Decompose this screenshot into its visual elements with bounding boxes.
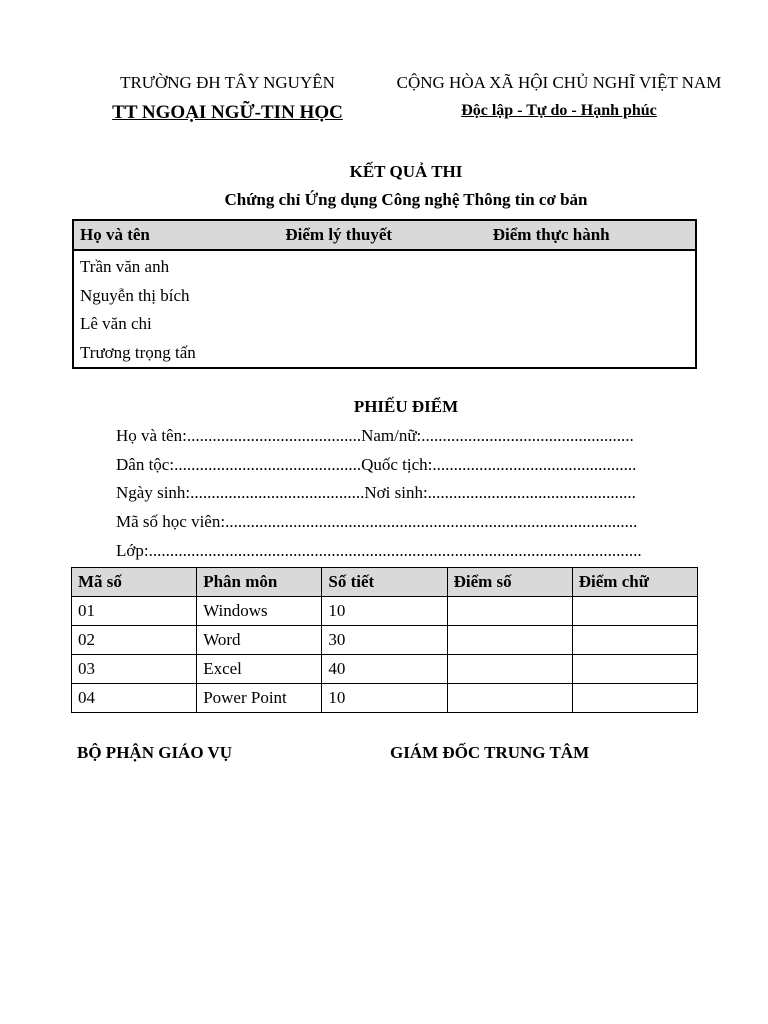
cell-subject: Word (197, 626, 322, 655)
cell-periods: 10 (322, 684, 447, 713)
cell-score-words (572, 655, 697, 684)
column-header-practice: Điểm thực hành (487, 220, 696, 250)
table-row (73, 339, 696, 369)
form-line-ethnicity-nationality: Dân tộc:............................................Quốc tịch:................................................ (116, 455, 637, 474)
table-row (72, 684, 698, 713)
score-sheet-title: PHIẾU ĐIỂM (353, 397, 459, 416)
cell-theory (279, 250, 486, 282)
cell-subject: Windows (197, 597, 322, 626)
cell-practice (487, 282, 696, 311)
country-name: CỘNG HÒA XÃ HỘI CHỦ NGHĨ VIỆT NAM (396, 73, 722, 92)
table-row (73, 310, 696, 339)
cell-name: Trương trọng tấn (80, 342, 196, 362)
column-header-score: Điểm số (447, 568, 572, 597)
signature-center-director: GIÁM ĐỐC TRUNG TÂM (390, 743, 590, 762)
cell-theory (279, 282, 486, 311)
cell-name: Trần văn anh (80, 257, 170, 277)
column-header-periods: Số tiết (322, 568, 447, 597)
table-row (72, 597, 698, 626)
form-line-class: Lớp:.................................................................................................................... (116, 541, 642, 560)
signature-academic-office: BỘ PHẬN GIÁO VỤ (77, 743, 233, 762)
cell-periods: 10 (322, 597, 447, 626)
cell-periods: 40 (322, 655, 447, 684)
center-name: TT NGOẠI NGỮ-TIN HỌC (112, 102, 343, 123)
cell-theory (279, 310, 486, 339)
form-line-student-id: Mã số học viên:................................................................................................. (116, 512, 638, 531)
cell-score (447, 597, 572, 626)
table-row (72, 655, 698, 684)
cell-name: Nguyễn thị bích (80, 285, 190, 305)
results-subtitle: Chứng chỉ Ứng dụng Công nghệ Thông tin cơ bản (224, 190, 588, 209)
form-line-birth: Ngày sinh:.........................................Nơi sinh:................................................. (116, 483, 636, 502)
cell-code: 04 (72, 684, 197, 713)
cell-score (447, 684, 572, 713)
motto: Độc lập - Tự do - Hạnh phúc (461, 102, 657, 119)
cell-code: 03 (72, 655, 197, 684)
cell-score (447, 626, 572, 655)
cell-code: 02 (72, 626, 197, 655)
column-header-subject: Phân môn (197, 568, 322, 597)
results-header-row (73, 220, 696, 250)
cell-score-words (572, 626, 697, 655)
results-table (72, 219, 697, 369)
cell-score-words (572, 597, 697, 626)
cell-practice (487, 310, 696, 339)
column-header-theory: Điểm lý thuyết (279, 220, 486, 250)
cell-periods: 30 (322, 626, 447, 655)
score-table (71, 567, 698, 713)
results-title: KẾT QUẢ THI (349, 162, 463, 181)
cell-score-words (572, 684, 697, 713)
table-row (73, 282, 696, 311)
cell-subject: Excel (197, 655, 322, 684)
cell-code: 01 (72, 597, 197, 626)
column-header-code: Mã số (72, 568, 197, 597)
school-name: TRƯỜNG ĐH TÂY NGUYÊN (120, 73, 335, 92)
cell-score (447, 655, 572, 684)
cell-name: Lê văn chi (80, 314, 152, 334)
cell-practice (487, 339, 696, 369)
form-line-name-gender: Họ và tên:.........................................Nam/nữ:.................................................. (116, 426, 634, 445)
table-row (73, 250, 696, 282)
table-row (72, 626, 698, 655)
cell-subject: Power Point (197, 684, 322, 713)
column-header-name: Họ và tên (73, 220, 279, 250)
column-header-score-words: Điểm chữ (572, 568, 697, 597)
cell-practice (487, 250, 696, 282)
score-header-row (72, 568, 698, 597)
cell-theory (279, 339, 486, 369)
